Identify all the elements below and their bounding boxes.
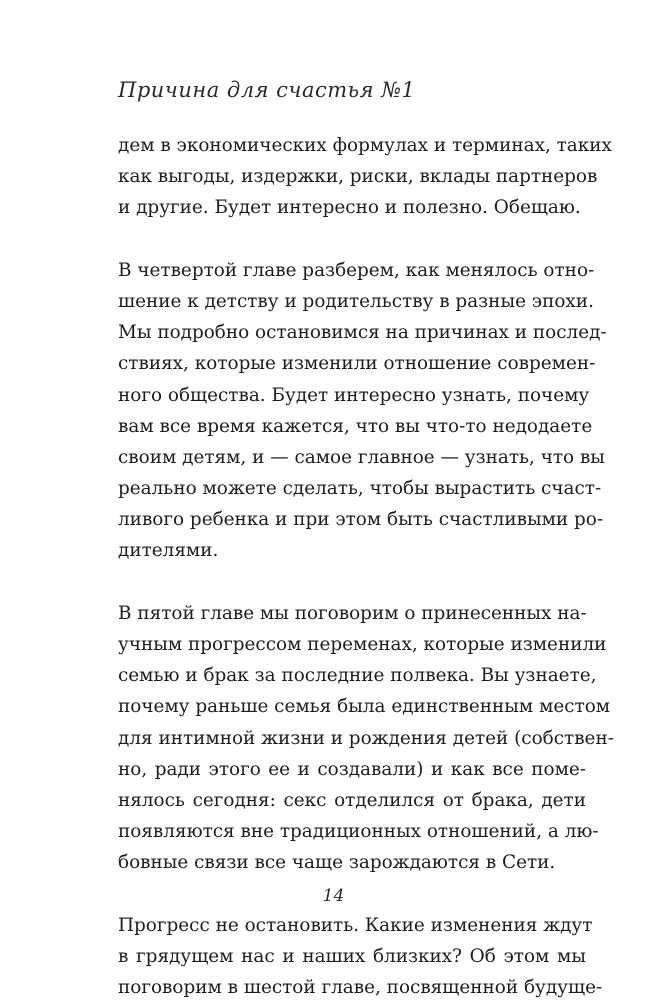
- text-line: реально можете сделать, чтобы вырастить счаст-: [118, 478, 602, 500]
- text-line: и другие. Будет интересно и полезно. Обещаю.: [118, 197, 581, 219]
- text-line: в грядущем нас и наших близких? Об этом мы: [118, 945, 586, 967]
- text-line: вам все время кажется, что вы что-то недодаете: [118, 415, 593, 437]
- text-line: дем в экономических формулах и терминах, таких: [118, 135, 612, 156]
- text-line: ствиях, которые изменили отношение современ-: [118, 353, 596, 375]
- text-line: шение к детству и родительству в разные эпохи.: [118, 290, 594, 312]
- text-line: Мы подробно остановимся на причинах и послед-: [118, 322, 607, 344]
- text-line: поговорим в шестой главе, посвященной будуще-: [118, 977, 603, 999]
- paragraph-gap: [118, 567, 586, 598]
- paragraph-4: [118, 910, 603, 1003]
- text-line: дителями.: [118, 540, 219, 562]
- text-line: для интимной жизни и рождения детей (собствен-: [118, 727, 614, 749]
- running-head: Причина для счастья №1: [118, 78, 416, 102]
- text-line: семью и брак за последние полвека. Вы узнаете,: [118, 665, 597, 687]
- page-number: 14: [322, 886, 345, 906]
- paragraph-gap: [118, 224, 586, 255]
- text-line: появляются вне традиционных отношений, а лю-: [118, 821, 599, 843]
- text-line: В пятой главе мы поговорим о принесенных на-: [118, 602, 587, 624]
- paragraph-3: [118, 598, 614, 879]
- text-line: своим детям, и — самое главное — узнать, что вы: [118, 446, 605, 468]
- text-line: ного общества. Будет интересно узнать, почему: [118, 384, 590, 406]
- text-line: В четвертой главе разберем, как менялось отно-: [118, 259, 595, 281]
- paragraph-2: [118, 255, 607, 567]
- text-line: ливого ребенка и при этом быть счастливыми ро-: [118, 509, 604, 531]
- text-line: учным прогрессом переменах, которые изменили: [118, 634, 607, 655]
- body-text: [118, 130, 614, 1003]
- text-line: как выгоды, издержки, риски, вклады партнеров: [118, 166, 598, 188]
- text-line: нялось сегодня: секс отделился от брака, дети: [118, 789, 586, 811]
- text-line: почему раньше семья была единственным местом: [118, 696, 611, 718]
- text-line: Прогресс не остановить. Какие изменения ждут: [118, 914, 593, 936]
- paragraph-1: [118, 130, 612, 224]
- text-line: бовные связи все чаще зарождаются в Сети.: [118, 852, 556, 874]
- text-line: но, ради этого ее и создавали) и как все поме-: [118, 758, 586, 780]
